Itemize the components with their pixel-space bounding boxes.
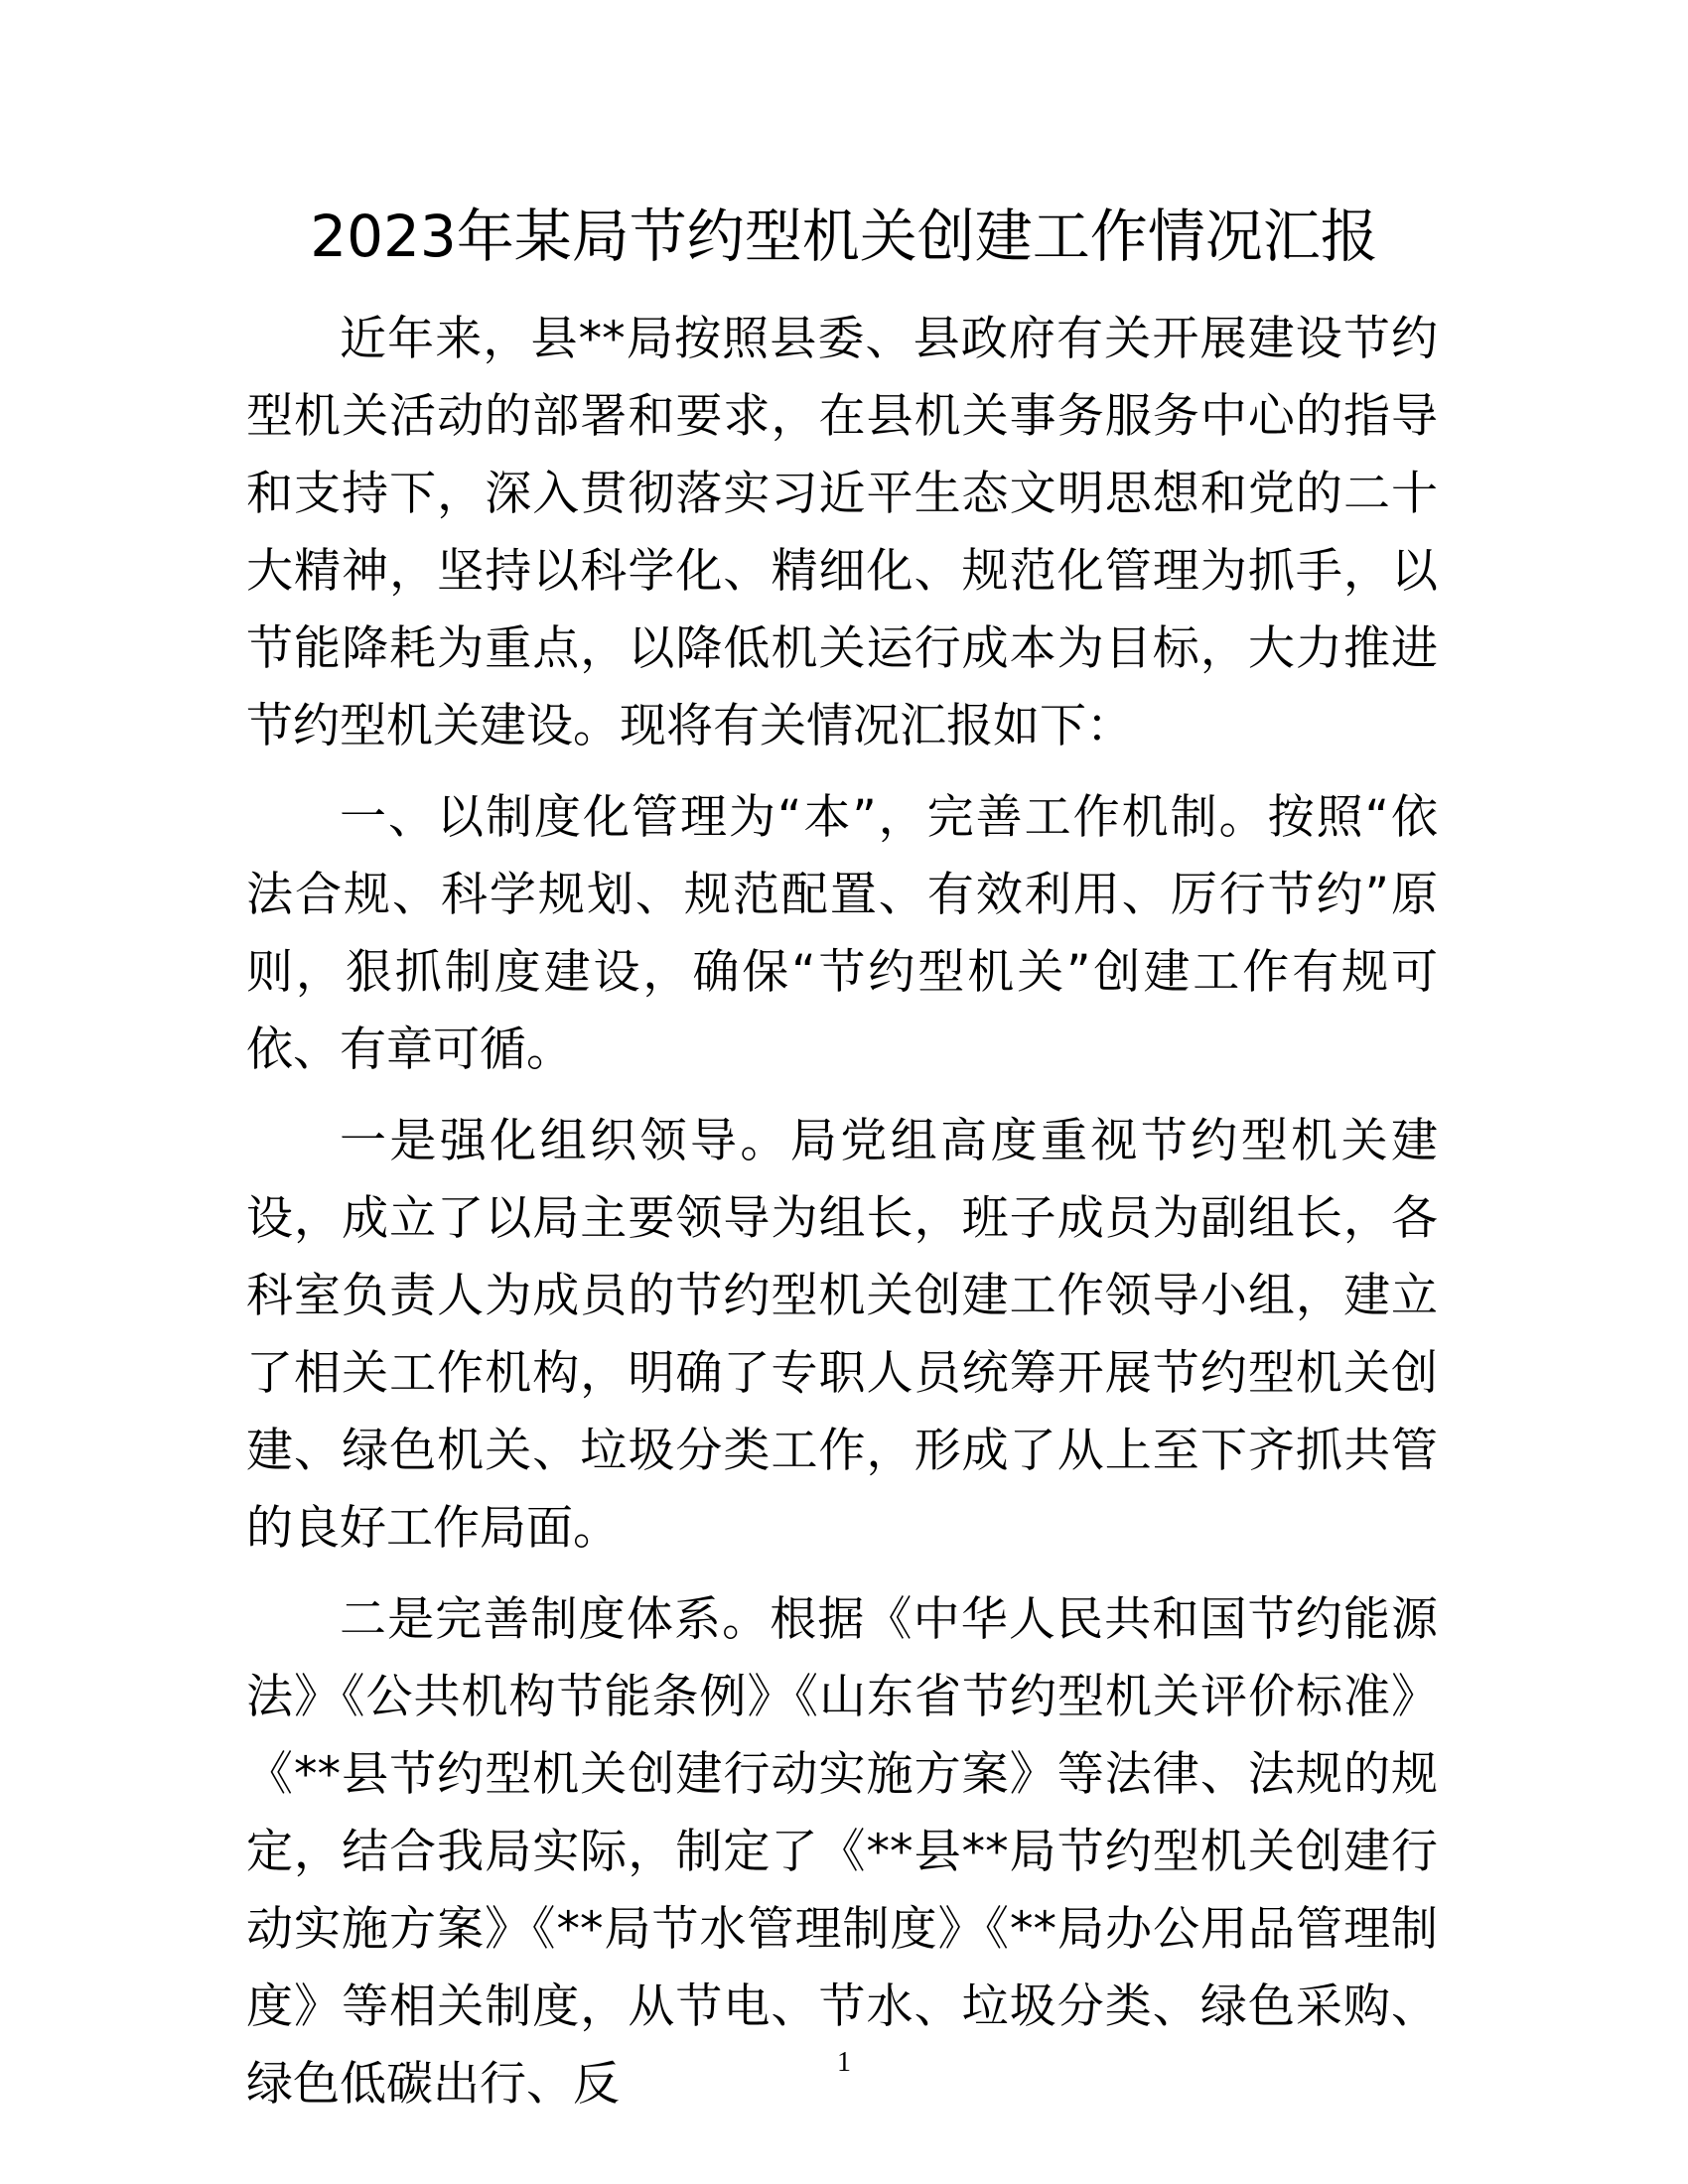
paragraph-intro: 近年来，县**局按照县委、县政府有关开展建设节约型机关活动的部署和要求，在县机关事务服务中心的指导和支持下，深入贯彻落实习近平生态文明思想和党的二十大精神，坚持以科学化、精细化、规范化管理为抓手，以节能降耗为重点，以降低机关运行成本为目标，大力推进节约型机关建设。现将有关情况汇报如下： — [246, 312, 1438, 753]
paragraph-section-one: 一、以制度化管理为“本”，完善工作机制。按照“依法合规、科学规划、规范配置、有效利用、厉行节约”原则，狠抓制度建设，确保“节约型机关”创建工作有规可依、有章可循。 — [246, 790, 1438, 1077]
page-number: 1 — [837, 2047, 851, 2078]
document-title: 2023年某局节约型机关创建工作情况汇报 — [310, 203, 1378, 270]
paragraph-organization: 一是强化组织领导。局党组高度重视节约型机关建设，成立了以局主要领导为组长，班子成员为副组长，各科室负责人为成员的节约型机关创建工作领导小组，建立了相关工作机构，明确了专职人员统筹开展节约型机关创建、绿色机关、垃圾分类工作，形成了从上至下齐抓共管的良好工作局面。 — [246, 1114, 1438, 1556]
document-body — [246, 301, 1438, 2123]
paragraph-regulations: 二是完善制度体系。根据《中华人民共和国节约能源法》《公共机构节能条例》《山东省节约型机关评价标准》《**县节约型机关创建行动实施方案》等法律、法规的规定，结合我局实际，制定了《**县**局节约型机关创建行动实施方案》《**局节水管理制度》《**局办公用品管理制度》等相关制度，从节电、节水、垃圾分类、绿色采购、绿色低碳出行、反 — [246, 1592, 1438, 2112]
